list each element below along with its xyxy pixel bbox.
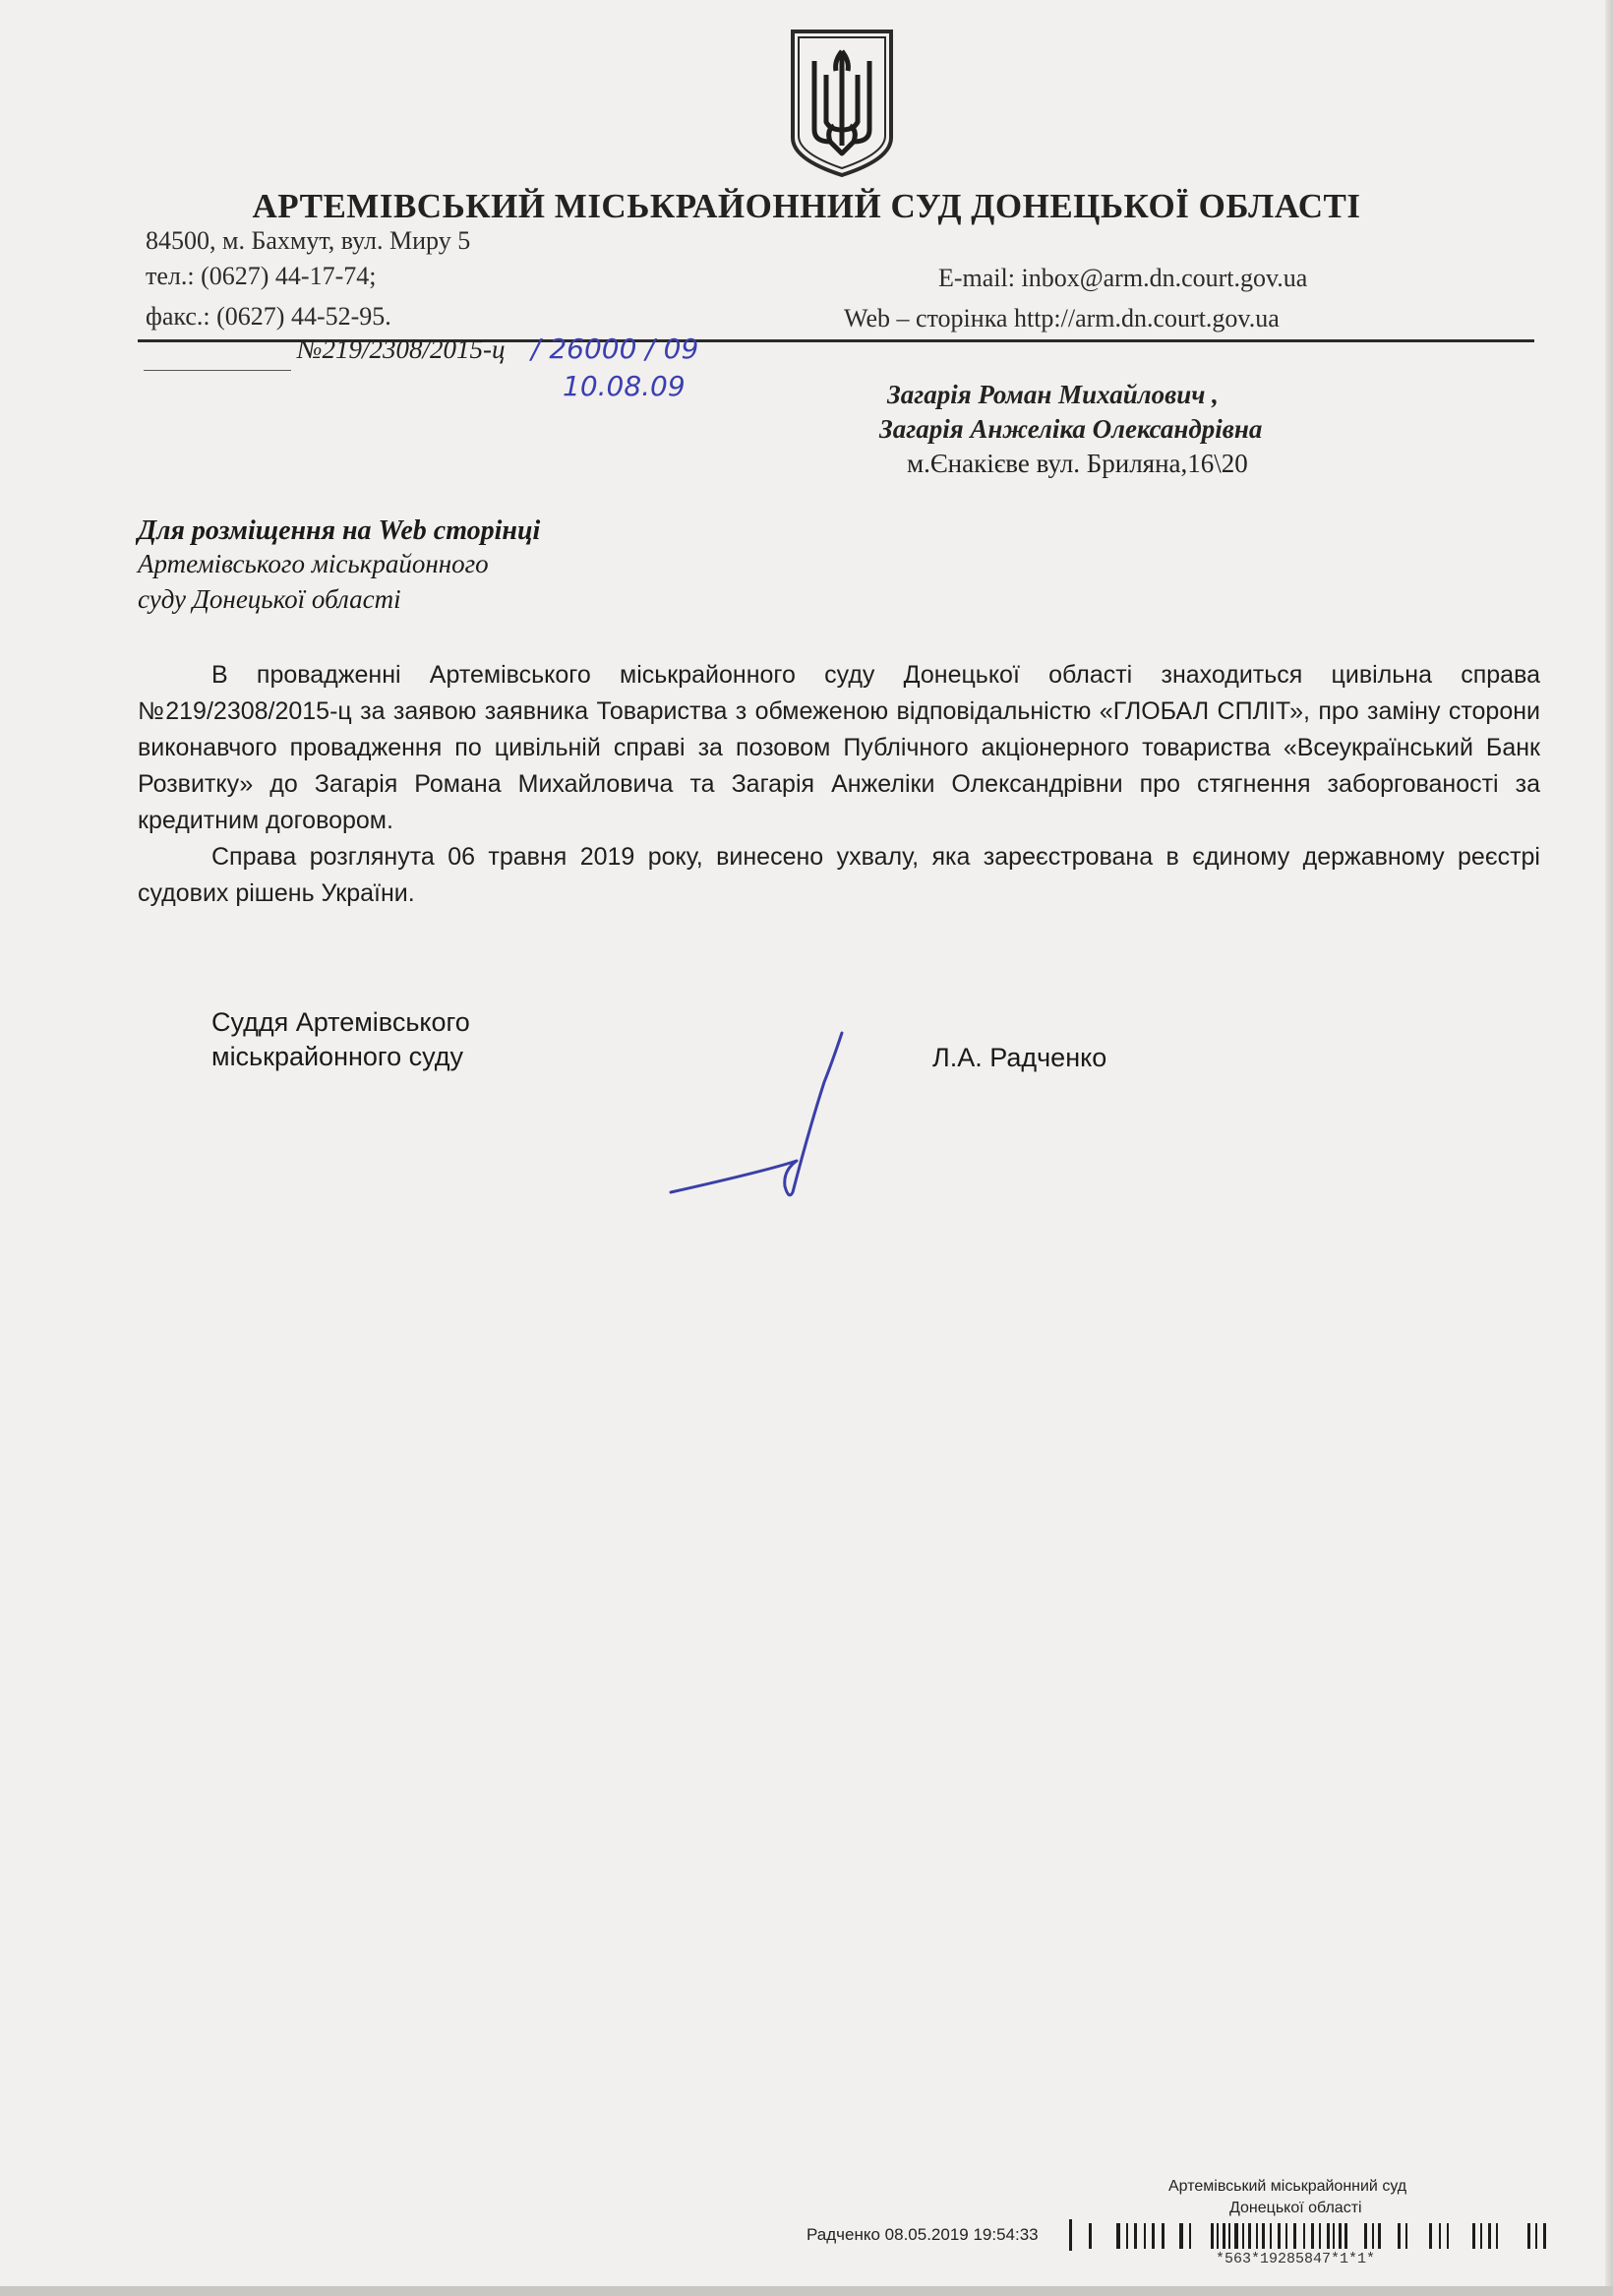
letter-body [138,657,1540,912]
stamp-signer-timestamp: Радченко 08.05.2019 19:54:33 [806,2225,1039,2244]
court-website: Web – сторінка http://arm.dn.court.gov.ua [844,304,1280,332]
handwritten-registration-number: / 26000 / 09 [531,332,699,365]
coat-of-arms-icon [787,28,897,179]
signer-title-line-2: міськрайонного суду [211,1042,464,1071]
court-fax: факс.: (0627) 44-52-95. [146,302,391,331]
paper-edge [1605,0,1613,2296]
court-name-heading: АРТЕМІВСЬКИЙ МІСЬКРАЙОННИЙ СУД ДОНЕЦЬКОЇ ОБЛАСТІ [252,187,1361,225]
court-address: 84500, м. Бахмут, вул. Миру 5 [146,226,471,255]
barcode-number: *563*19285847*1*1* [1216,2251,1376,2267]
stamp-court-line-1: Артемівський міськрайонний суд [1168,2178,1407,2195]
document-barcode [1069,2219,1549,2251]
recipient-address: м.Єнакієве вул. Бриляна,16\20 [907,449,1248,478]
case-number: №219/2308/2015-ц [297,334,506,364]
handwritten-registration-date: 10.08.09 [563,370,686,402]
paper-edge-bottom [0,2286,1613,2296]
web-publication-line-2: суду Донецької області [138,584,401,614]
judge-name: Л.А. Радченко [932,1043,1107,1072]
court-email: E-mail: inbox@arm.dn.court.gov.ua [938,264,1308,292]
web-publication-title: Для розміщення на Web сторінці [138,515,541,546]
stamp-court-line-2: Донецької області [1229,2200,1362,2216]
signer-title-line-1: Суддя Артемівського [211,1007,470,1037]
body-paragraph-2: Справа розглянута 06 травня 2019 року, винесено ухвалу, яка зареєстрована в єдиному державному реєстрі судових рішень України. [138,843,1540,907]
recipient-name-2: Загарія Анжеліка Олександрівна [879,414,1263,444]
outgoing-number-blank [144,370,291,371]
body-paragraph-1: В провадженні Артемівського міськрайонного суду Донецької області знаходиться цивільна справа №219/2308/2015-ц за заявою заявника Товариства з обмеженою відповідальністю «ГЛОБАЛ СПЛІТ», про заміну сторони виконавчого провадження по цивільній справі за позовом Публічного акціонерного товариства «Всеукраїнський Банк Розвитку» до Загарія Романа Михайловича та Загарія Анжеліки Олександрівни про стягнення заборгованості за кредитним договором. [138,661,1540,834]
web-publication-line-1: Артемівського міськрайонного [138,549,489,578]
handwritten-signature [659,1023,856,1210]
recipient-name-1: Загарія Роман Михайлович , [887,380,1219,409]
court-phone: тел.: (0627) 44-17-74; [146,262,377,290]
